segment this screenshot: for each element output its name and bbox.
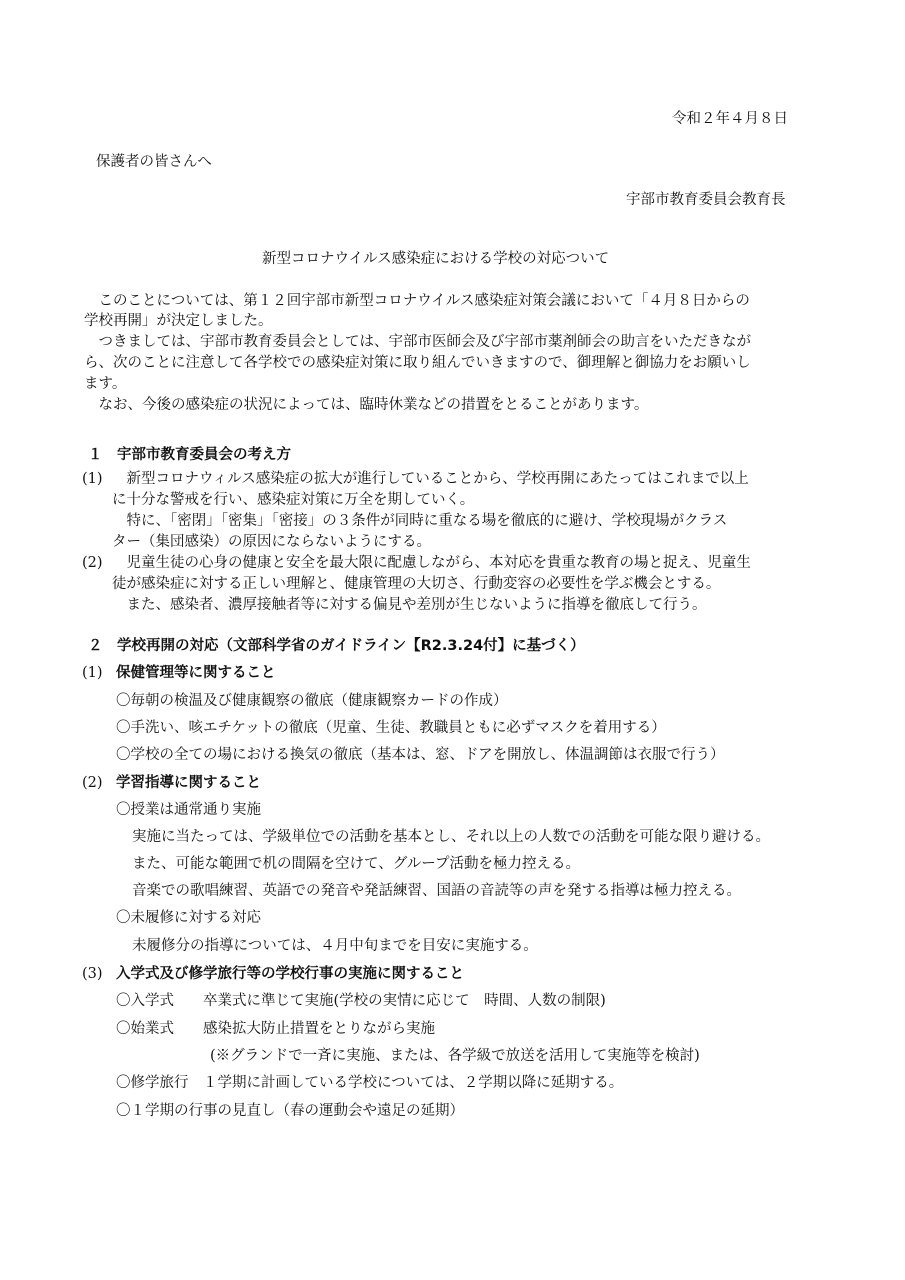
sub-line: 〇毎朝の検温及び健康観察の徹底（健康観察カードの作成） bbox=[116, 693, 508, 709]
sub-title: 学習指導に関すること bbox=[116, 775, 261, 791]
item-line: 徒が感染症に対する正しい理解と、健康管理の大切さ、行動変容の必要性を学ぶ機会とする。 bbox=[112, 576, 721, 592]
sub-number: (3) bbox=[82, 966, 103, 982]
item-line: に十分な警戒を行い、感染症対策に万全を期していく。 bbox=[112, 492, 475, 508]
item-line: 特に、「密閉」「密集」「密接」の３条件が同時に重なる場を徹底的に避け、学校現場がクラス bbox=[112, 513, 728, 529]
sub-line: また、可能な範囲で机の間隔を空けて、グループ活動を極力控える。 bbox=[132, 856, 581, 872]
item-number: (1) bbox=[82, 471, 103, 487]
section2-heading: ２ 学校再開の対応（文部科学省のガイドライン【R2.3.24付】に基づく） bbox=[88, 638, 585, 654]
item-line: ター（集団感染）の原因にならないようにする。 bbox=[112, 534, 431, 550]
sub-line: 〇学校の全ての場における換気の徹底（基本は、窓、ドアを開放し、体温調節は衣服で行う） bbox=[116, 747, 725, 763]
item-number: (2) bbox=[82, 555, 103, 571]
intro-line: ます。 bbox=[84, 376, 127, 392]
sub-title: 入学式及び修学旅行等の学校行事の実施に関すること bbox=[116, 966, 464, 982]
sub-line: 実施に当たっては、学級単位での活動を基本とし、それ以上の人数での活動を可能な限り避ける。 bbox=[132, 829, 770, 845]
sub-line: 未履修分の指導については、４月中旬までを目安に実施する。 bbox=[132, 938, 538, 954]
intro-line: つきましては、宇部市教育委員会としては、宇部市医師会及び宇部市薬剤師会の助言をいただきなが bbox=[84, 334, 751, 350]
section1-heading: １ 宇部市教育委員会の考え方 bbox=[88, 447, 291, 463]
intro-line: 学校再開」が決定しました。 bbox=[84, 313, 273, 329]
addressee: 保護者の皆さんへ bbox=[96, 154, 212, 170]
intro-line: このことについては、第１２回宇部市新型コロナウイルス感染症対策会議において「４月８日からの bbox=[84, 293, 750, 309]
sender: 宇部市教育委員会教育長 bbox=[626, 192, 786, 208]
sub-line: 〇始業式 感染拡大防止措置をとりながら実施 bbox=[116, 1021, 435, 1037]
item-line: また、感染者、濃厚接触者等に対する偏見や差別が生じないように指導を徹底して行う。 bbox=[112, 597, 707, 613]
sub-line: 〇修学旅行 １学期に計画している学校については、２学期以降に延期する。 bbox=[116, 1075, 624, 1091]
item-line: 新型コロナウィルス感染症の拡大が進行していることから、学校再開にあたってはこれまで以上 bbox=[112, 471, 749, 487]
sub-number: (2) bbox=[82, 775, 103, 791]
sub-line: 〇手洗い、咳エチケットの徹底（児童、生徒、教職員ともに必ずマスクを着用する） bbox=[116, 720, 666, 736]
sub-number: (1) bbox=[82, 665, 103, 681]
sub-line: (※グランドで一斉に実施、または、各学級で放送を活用して実施等を検討) bbox=[210, 1048, 700, 1064]
sub-line: 〇未履修に対する対応 bbox=[116, 910, 261, 926]
sub-line: 〇授業は通常通り実施 bbox=[116, 802, 261, 818]
date-line: 令和２年４月８日 bbox=[672, 111, 788, 127]
item-line: 児童生徒の心身の健康と安全を最大限に配慮しながら、本対応を貴重な教育の場と捉え、児童生 bbox=[112, 555, 751, 571]
sub-line: 音楽での歌唱練習、英語での発音や発話練習、国語の音読等の声を発する指導は極力控える。 bbox=[132, 883, 741, 899]
sub-line: 〇１学期の行事の見直し（春の運動会や遠足の延期） bbox=[116, 1103, 464, 1119]
sub-title: 保健管理等に関すること bbox=[116, 665, 276, 681]
intro-line: ら、次のことに注意して各学校での感染症対策に取り組んでいきますので、御理解と御協力をお願いし bbox=[84, 355, 751, 371]
intro-line: なお、今後の感染症の状況によっては、臨時休業などの措置をとることがあります。 bbox=[84, 397, 649, 413]
sub-line: 〇入学式 卒業式に準じて実施(学校の実情に応じて 時間、人数の制限) bbox=[116, 993, 606, 1009]
document-title: 新型コロナウイルス感染症における学校の対応ついて bbox=[262, 251, 610, 267]
